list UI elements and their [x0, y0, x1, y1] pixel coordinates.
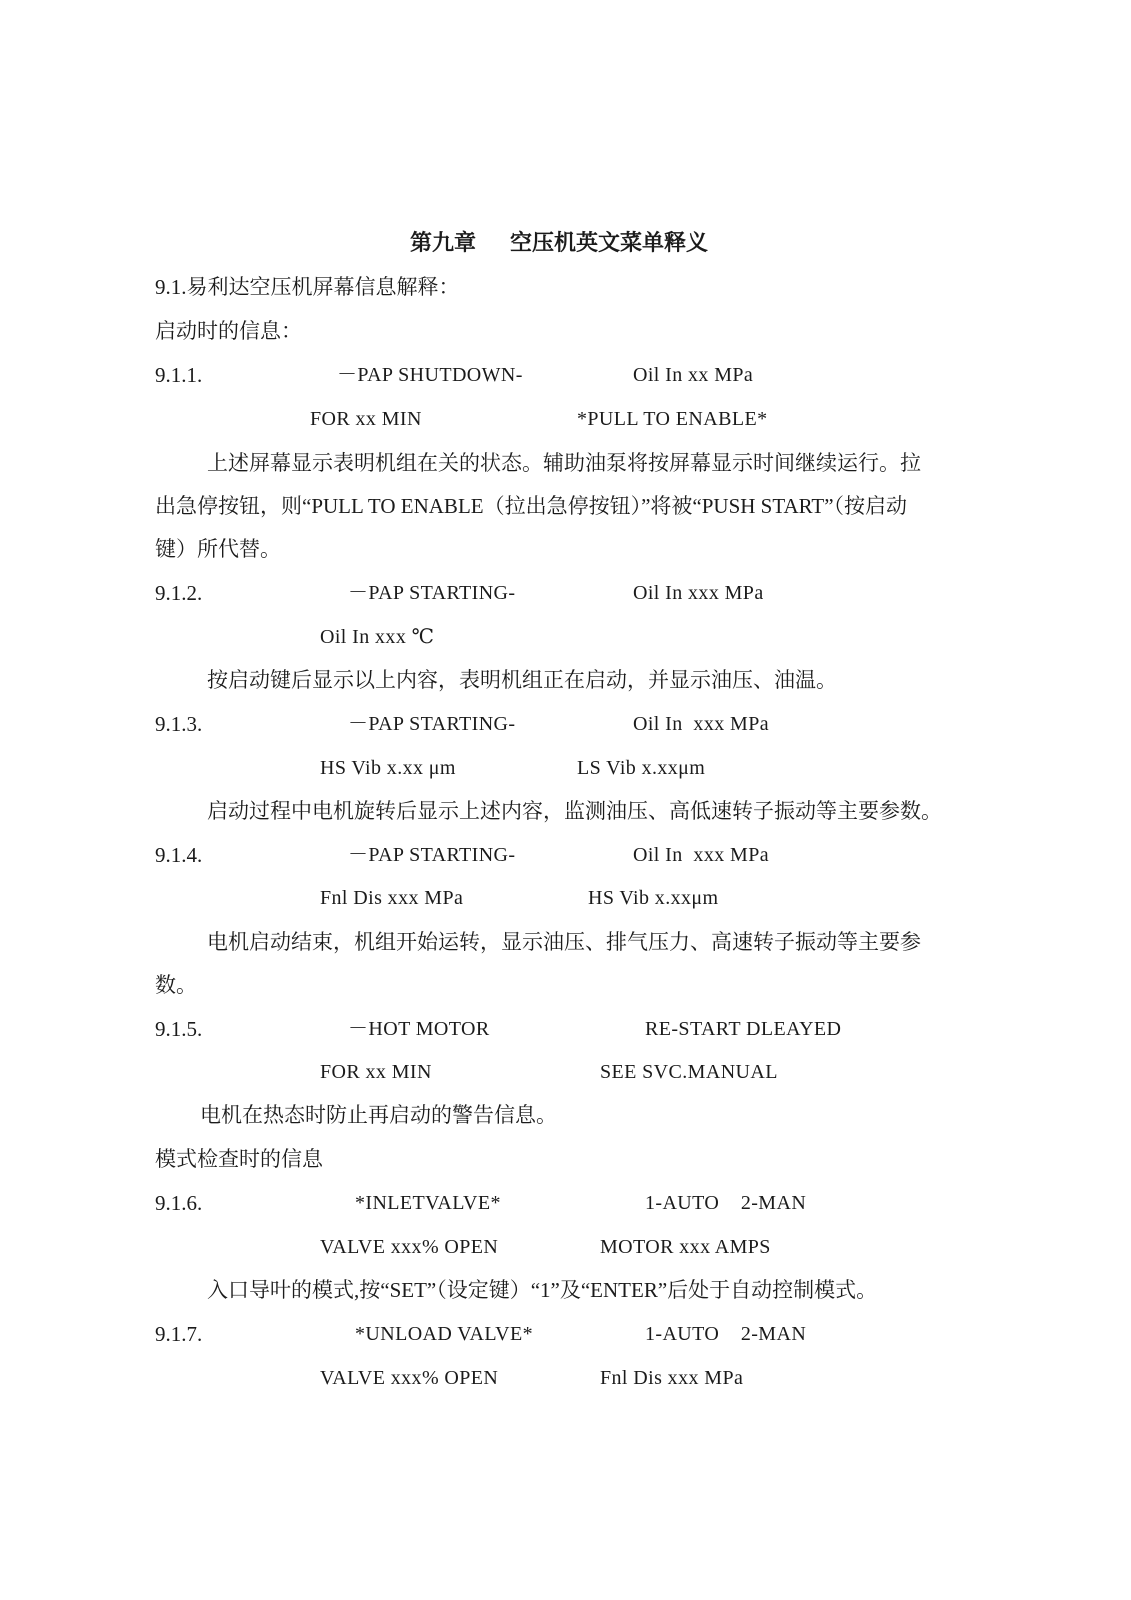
- section-heading: 9.1.易利达空压机屏幕信息解释：: [155, 275, 460, 299]
- entry-number: 9.1.4.: [155, 843, 203, 867]
- description-line: 入口导叶的模式,按“SET”（设定键）“1”及“ENTER”后处于自动控制模式。: [207, 1278, 878, 1302]
- screen-line1-right: Oil In xxx MPa: [633, 844, 769, 866]
- screen-line2-right: MOTOR xxx AMPS: [600, 1236, 771, 1258]
- description-line: 电机在热态时防止再启动的警告信息。: [200, 1103, 557, 1127]
- screen-line2-left: HS Vib x.xx μm: [320, 757, 456, 779]
- chapter-label: 第九章: [410, 230, 477, 255]
- screen-line1-right: 1-AUTO 2-MAN: [645, 1323, 807, 1345]
- screen-line2-right: *PULL TO ENABLE*: [577, 408, 768, 430]
- screen-line2-left: VALVE xxx% OPEN: [320, 1236, 499, 1258]
- entry-number: 9.1.7.: [155, 1322, 203, 1346]
- entry-number: 9.1.3.: [155, 712, 203, 736]
- screen-line1-left: －PAP SHUTDOWN-: [337, 364, 523, 386]
- screen-line2-right: LS Vib x.xxμm: [577, 757, 706, 779]
- chapter-title: 空压机英文菜单释义: [510, 230, 709, 255]
- mode-check-heading: 模式检查时的信息: [155, 1147, 323, 1171]
- screen-line2-left: FOR xx MIN: [310, 408, 422, 430]
- screen-line1-right: 1-AUTO 2-MAN: [645, 1192, 807, 1214]
- entry-number: 9.1.1.: [155, 363, 203, 387]
- screen-line1-right: RE-START DLEAYED: [645, 1018, 842, 1040]
- screen-line2-left: Oil In xxx ℃: [320, 626, 435, 648]
- description-line: 按启动键后显示以上内容，表明机组正在启动，并显示油压、油温。: [207, 668, 837, 692]
- screen-line1-right: Oil In xxx MPa: [633, 713, 769, 735]
- screen-line1-left: *INLETVALVE*: [355, 1192, 501, 1214]
- screen-line2-left: FOR xx MIN: [320, 1061, 432, 1083]
- screen-line1-left: －PAP STARTING-: [348, 582, 516, 604]
- screen-line2-right: SEE SVC.MANUAL: [600, 1061, 778, 1083]
- screen-line1-left: －PAP STARTING-: [348, 713, 516, 735]
- entry-number: 9.1.5.: [155, 1017, 203, 1041]
- description-line: 上述屏幕显示表明机组在关的状态。辅助油泵将按屏幕显示时间继续运行。拉: [207, 451, 921, 475]
- screen-line1-left: －HOT MOTOR: [348, 1018, 490, 1040]
- screen-line2-left: VALVE xxx% OPEN: [320, 1367, 499, 1389]
- description-line: 电机启动结束，机组开始运转，显示油压、排气压力、高速转子振动等主要参: [207, 930, 921, 954]
- screen-line1-right: Oil In xxx MPa: [633, 582, 764, 604]
- description-line: 键）所代替。: [155, 537, 281, 561]
- description-line: 启动过程中电机旋转后显示上述内容，监测油压、高低速转子振动等主要参数。: [207, 799, 942, 823]
- description-line: 数。: [155, 973, 197, 997]
- screen-line1-right: Oil In xx MPa: [633, 364, 754, 386]
- entry-number: 9.1.6.: [155, 1191, 203, 1215]
- screen-line1-left: *UNLOAD VALVE*: [355, 1323, 534, 1345]
- screen-line2-right: HS Vib x.xxμm: [588, 887, 719, 909]
- startup-heading: 启动时的信息：: [155, 319, 302, 343]
- screen-line1-left: －PAP STARTING-: [348, 844, 516, 866]
- screen-line2-left: Fnl Dis xxx MPa: [320, 887, 464, 909]
- entry-number: 9.1.2.: [155, 581, 203, 605]
- description-line: 出急停按钮，则“PULL TO ENABLE（拉出急停按钮）”将被“PUSH START”（按启动: [155, 494, 908, 518]
- screen-line2-right: Fnl Dis xxx MPa: [600, 1367, 744, 1389]
